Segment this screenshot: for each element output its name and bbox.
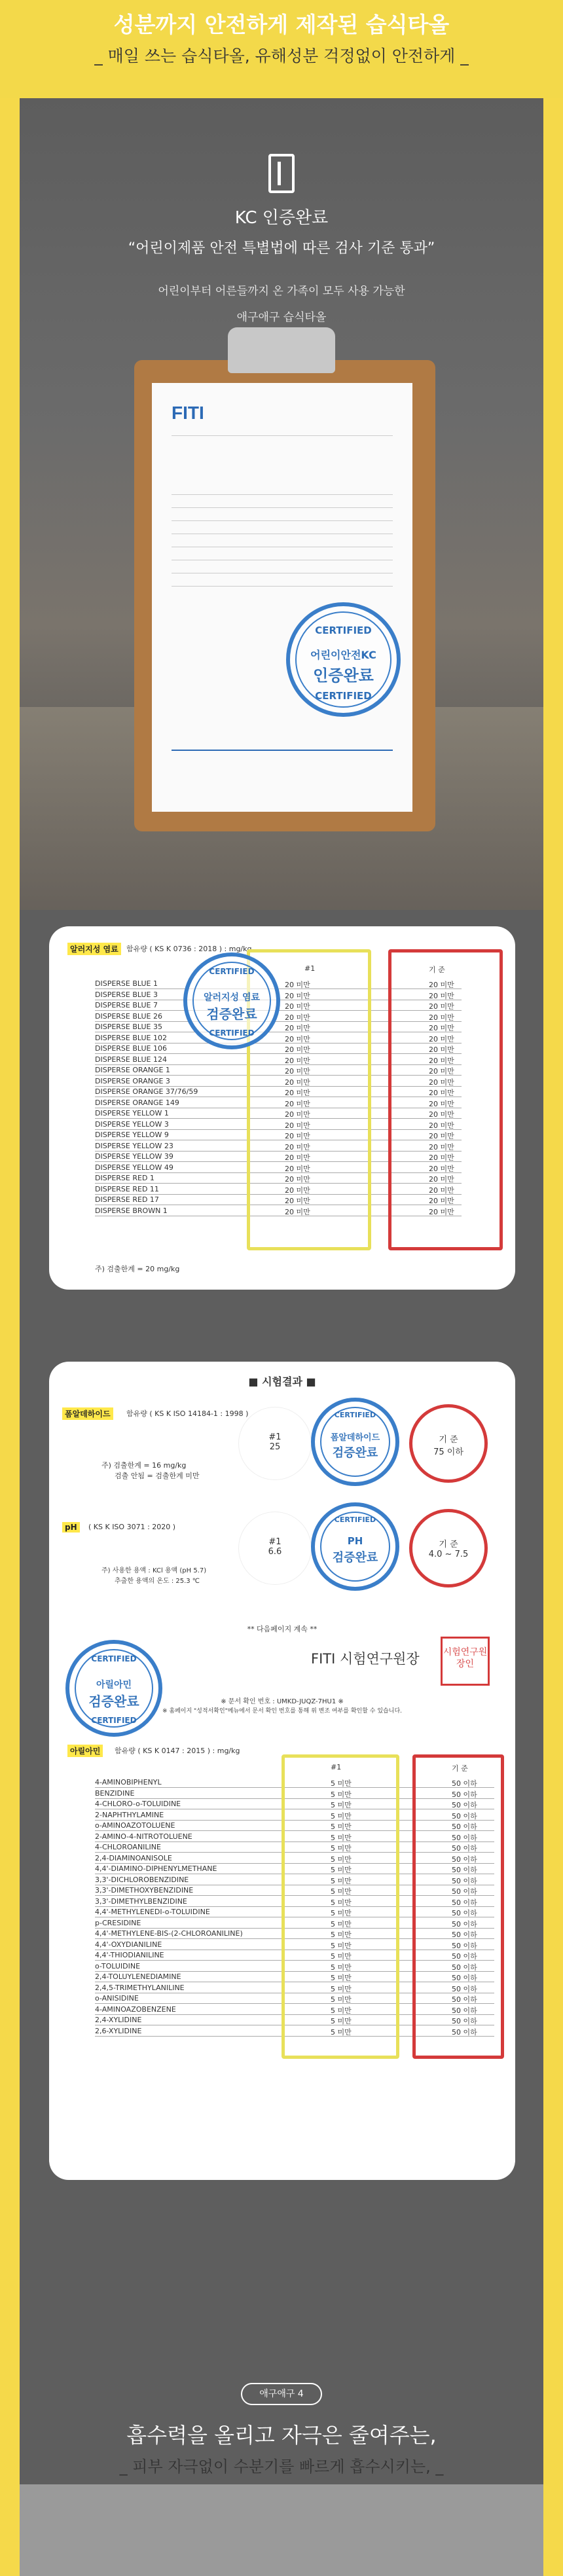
arylamine-standard-highlight bbox=[412, 1754, 504, 2059]
stamp-a-text: 폼알데하이드 bbox=[330, 1433, 380, 1443]
table-cell-name: DISPERSE RED 11 bbox=[95, 1184, 159, 1193]
doc-line bbox=[172, 520, 393, 521]
table-cell-s: 50 이하 bbox=[452, 1974, 477, 1982]
certificate-document bbox=[152, 383, 412, 812]
table-cell-v: 20 미만 bbox=[285, 1207, 310, 1216]
ph-standard: 4.0 ~ 7.5 bbox=[428, 1550, 469, 1559]
arylamine-col-1: #1 bbox=[331, 1763, 342, 1771]
table-cell-name: 4,4'-METHYLENE-BIS-(2-CHLOROANILINE) bbox=[95, 1929, 243, 1938]
table-cell-name: 4,4'-METHYLENEDI-o-TOLUIDINE bbox=[95, 1908, 210, 1916]
dye-note: 주) 검출한계 = 20 mg/kg bbox=[95, 1265, 180, 1273]
table-cell-name: 2,6-XYLIDINE bbox=[95, 2026, 142, 2035]
stamp-b-text: 검증완료 bbox=[88, 1694, 139, 1709]
verify-note: ※ 홈페이지 "성적서확인"메뉴에서 문서 확인 번호를 통해 위 변조 여부를 확인할 수 있습니다. bbox=[162, 1708, 402, 1714]
table-cell-s: 20 미만 bbox=[429, 1045, 454, 1054]
table-cell-v: 20 미만 bbox=[285, 1164, 310, 1173]
table-cell-s: 20 미만 bbox=[429, 1132, 454, 1140]
formaldehyde-result-circle bbox=[239, 1407, 311, 1479]
table-cell-s: 50 이하 bbox=[452, 1941, 477, 1950]
table-cell-v: 20 미만 bbox=[285, 1142, 310, 1152]
table-cell-name: DISPERSE BLUE 1 bbox=[95, 979, 158, 988]
table-cell-s: 50 이하 bbox=[452, 1919, 477, 1929]
table-cell-s: 20 미만 bbox=[429, 1034, 454, 1043]
formaldehyde-label: 폼알데하이드 bbox=[62, 1407, 113, 1420]
formaldehyde-note-1: 주) 검출한계 = 16 mg/kg bbox=[101, 1461, 187, 1470]
table-cell-name: 2,4-XYLIDINE bbox=[95, 2016, 142, 2024]
doc-line bbox=[172, 586, 393, 587]
table-cell-name: DISPERSE YELLOW 1 bbox=[95, 1109, 169, 1117]
table-cell-v: 5 미만 bbox=[331, 1876, 352, 1885]
table-cell-v: 20 미만 bbox=[285, 1078, 310, 1087]
verify-number: ※ 문서 확인 번호 : UMKD-JUQZ-7HU1 ※ bbox=[221, 1698, 344, 1705]
table-cell-v: 5 미만 bbox=[331, 1866, 352, 1874]
table-cell-name: DISPERSE YELLOW 49 bbox=[95, 1163, 173, 1172]
table-cell-s: 50 이하 bbox=[452, 2027, 477, 2037]
table-cell-name: DISPERSE YELLOW 3 bbox=[95, 1119, 169, 1129]
ph-value: 6.6 bbox=[268, 1547, 282, 1557]
table-cell-s: 50 이하 bbox=[452, 1909, 477, 1917]
dye-test-card bbox=[49, 926, 515, 1290]
table-cell-name: DISPERSE BLUE 26 bbox=[95, 1011, 162, 1021]
table-cell-name: DISPERSE ORANGE 3 bbox=[95, 1076, 170, 1085]
formaldehyde-col-2: 기 준 bbox=[439, 1435, 458, 1445]
ph-note-2: 추출한 용액의 온도 : 25.3 ℃ bbox=[115, 1578, 200, 1585]
table-cell-s: 50 이하 bbox=[452, 1995, 477, 2004]
doc-footer-line bbox=[172, 750, 393, 751]
table-cell-v: 20 미만 bbox=[285, 1089, 310, 1097]
dye-col-2: 기 준 bbox=[429, 966, 445, 974]
table-cell-name: 2,4-TOLUYLENEDIAMINE bbox=[95, 1972, 181, 1981]
table-cell-v: 5 미만 bbox=[331, 1931, 352, 1939]
dye-certified-stamp bbox=[183, 952, 280, 1049]
table-cell-s: 50 이하 bbox=[452, 1855, 477, 1864]
stamp-top-text: CERTIFIED bbox=[209, 967, 255, 976]
table-cell-v: 5 미만 bbox=[331, 1887, 352, 1896]
table-cell-v: 20 미만 bbox=[285, 1121, 310, 1130]
stamp-top-text: CERTIFIED bbox=[334, 1515, 376, 1524]
table-cell-s: 20 미만 bbox=[429, 1164, 454, 1173]
table-cell-s: 20 미만 bbox=[429, 1153, 454, 1162]
stamp-b-text: 검증완료 bbox=[206, 1006, 257, 1022]
doc-line bbox=[172, 435, 393, 436]
table-cell-v: 20 미만 bbox=[285, 1186, 310, 1195]
kc-certified-stamp bbox=[286, 602, 401, 717]
table-cell-name: 2-AMINO-4-NITROTOLUENE bbox=[95, 1832, 192, 1841]
dye-method: 함유량 ( KS K 0736 : 2018 ) : mg/kg bbox=[126, 945, 252, 953]
table-cell-s: 20 미만 bbox=[429, 1089, 454, 1097]
table-cell-name: DISPERSE BROWN 1 bbox=[95, 1206, 168, 1215]
next-section-preview bbox=[20, 2484, 543, 2576]
table-cell-v: 5 미만 bbox=[331, 1952, 352, 1961]
table-cell-name: o-ANISIDINE bbox=[95, 1994, 139, 2003]
stamp-b-text: 검증완료 bbox=[332, 1551, 378, 1565]
formaldehyde-note-2: 검출 안됨 = 검출한계 미만 bbox=[115, 1472, 200, 1480]
table-cell-v: 5 미만 bbox=[331, 2006, 352, 2015]
table-cell-name: DISPERSE BLUE 124 bbox=[95, 1055, 167, 1064]
table-cell-s: 50 이하 bbox=[452, 2006, 477, 2015]
table-cell-name: 3,3'-DIMETHYLBENZIDINE bbox=[95, 1896, 187, 1906]
table-cell-name: 4,4'-DIAMINO-DIPHENYLMETHANE bbox=[95, 1864, 217, 1873]
footer-subtitle: _ 피부 자극없이 수분기를 빠르게 흡수시키는, _ bbox=[119, 2458, 444, 2476]
table-cell-s: 50 이하 bbox=[452, 1790, 477, 1799]
arylamine-label: 아릴아민 bbox=[67, 1745, 103, 1757]
table-cell-v: 5 미만 bbox=[331, 2017, 352, 2025]
table-cell-v: 5 미만 bbox=[331, 1779, 352, 1788]
table-cell-v: 20 미만 bbox=[285, 1045, 310, 1054]
arylamine-col-2: 기 준 bbox=[452, 1764, 468, 1773]
table-cell-name: DISPERSE BLUE 3 bbox=[95, 990, 158, 999]
table-cell-name: DISPERSE BLUE 106 bbox=[95, 1044, 167, 1053]
formaldehyde-method: 함유량 ( KS K ISO 14184-1 : 1998 ) bbox=[126, 1409, 249, 1418]
ph-result-circle bbox=[239, 1512, 311, 1584]
table-cell-name: DISPERSE BLUE 35 bbox=[95, 1023, 162, 1031]
ph-standard-circle bbox=[412, 1512, 484, 1584]
table-cell-v: 5 미만 bbox=[331, 1909, 352, 1917]
table-cell-v: 20 미만 bbox=[285, 1034, 310, 1043]
table-cell-v: 5 미만 bbox=[331, 1984, 352, 1993]
table-cell-v: 5 미만 bbox=[331, 1919, 352, 1929]
dye-label: 알러지성 염료 bbox=[67, 943, 121, 955]
test-result-card bbox=[49, 1362, 515, 2180]
table-cell-name: DISPERSE BLUE 102 bbox=[95, 1033, 167, 1042]
ph-note-1: 주) 사용한 용액 : KCl 용액 (pH 5.7) bbox=[101, 1567, 207, 1574]
stamp-top-text: CERTIFIED bbox=[315, 625, 372, 636]
table-cell-v: 20 미만 bbox=[285, 1056, 310, 1065]
table-cell-s: 20 미만 bbox=[429, 1175, 454, 1184]
table-cell-v: 20 미만 bbox=[285, 1175, 310, 1184]
table-cell-s: 50 이하 bbox=[452, 1866, 477, 1874]
table-cell-v: 5 미만 bbox=[331, 1855, 352, 1864]
official-seal: 시험연구원장인 bbox=[441, 1637, 490, 1686]
stamp-a-text: PH bbox=[347, 1535, 363, 1547]
formaldehyde-col-1: #1 bbox=[268, 1432, 282, 1442]
table-cell-v: 5 미만 bbox=[331, 1898, 352, 1907]
footer-title: 흡수력을 올리고 자극은 줄여주는, bbox=[126, 2423, 437, 2448]
ph-col-1: #1 bbox=[268, 1537, 282, 1547]
kc-quote: “어린이제품 안전 특별법에 따른 검사 기준 통과” bbox=[128, 240, 435, 257]
stamp-bottom-text: CERTIFIED bbox=[91, 1716, 137, 1725]
result-title: ■ 시험결과 ■ bbox=[248, 1375, 316, 1388]
formaldehyde-standard-circle bbox=[412, 1407, 484, 1479]
table-cell-v: 5 미만 bbox=[331, 1811, 352, 1821]
stamp-bottom-text: CERTIFIED bbox=[209, 1028, 255, 1038]
table-cell-name: 4,4'-OXYDIANILINE bbox=[95, 1940, 162, 1949]
table-cell-v: 20 미만 bbox=[285, 1132, 310, 1140]
table-cell-s: 20 미만 bbox=[429, 1197, 454, 1205]
table-cell-name: 4-AMINOBIPHENYL bbox=[95, 1778, 162, 1787]
stamp-top-text: CERTIFIED bbox=[334, 1411, 376, 1419]
table-cell-v: 20 미만 bbox=[285, 1067, 310, 1076]
table-cell-name: o-TOLUIDINE bbox=[95, 1961, 141, 1970]
table-cell-s: 50 이하 bbox=[452, 1963, 477, 1972]
stamp-main-text: 인증완료 bbox=[313, 666, 374, 685]
fiti-logo: FITI bbox=[172, 403, 204, 423]
table-cell-s: 20 미만 bbox=[429, 1002, 454, 1011]
kc-title: KC 인증완료 bbox=[234, 208, 329, 228]
table-cell-s: 50 이하 bbox=[452, 1898, 477, 1907]
table-cell-s: 50 이하 bbox=[452, 1952, 477, 1961]
table-cell-name: p-CRESIDINE bbox=[95, 1918, 141, 1927]
table-cell-v: 20 미만 bbox=[285, 1110, 310, 1119]
section-pill: 애구애구 4 bbox=[241, 2383, 322, 2405]
table-cell-v: 20 미만 bbox=[285, 1153, 310, 1162]
kc-mark-icon bbox=[268, 154, 295, 193]
table-cell-v: 20 미만 bbox=[285, 991, 310, 1000]
stamp-mid-text: 어린이안전KC bbox=[310, 649, 376, 661]
table-cell-s: 20 미만 bbox=[429, 991, 454, 1000]
kc-desc-2: 애구애구 습식타올 bbox=[236, 311, 327, 324]
table-cell-s: 20 미만 bbox=[429, 1186, 454, 1195]
table-cell-v: 20 미만 bbox=[285, 981, 310, 989]
table-cell-s: 50 이하 bbox=[452, 1931, 477, 1939]
doc-line bbox=[172, 494, 393, 495]
table-cell-name: BENZIDINE bbox=[95, 1788, 135, 1798]
table-cell-name: 3,3'-DIMETHOXYBENZIDINE bbox=[95, 1886, 194, 1895]
ph-col-2: 기 준 bbox=[439, 1540, 458, 1550]
table-cell-s: 20 미만 bbox=[429, 981, 454, 989]
table-cell-v: 5 미만 bbox=[331, 1844, 352, 1853]
table-cell-name: DISPERSE RED 17 bbox=[95, 1195, 159, 1204]
doc-line bbox=[172, 507, 393, 508]
table-cell-name: DISPERSE RED 1 bbox=[95, 1174, 154, 1182]
table-cell-v: 20 미만 bbox=[285, 1013, 310, 1022]
table-cell-v: 5 미만 bbox=[331, 1974, 352, 1982]
table-cell-s: 20 미만 bbox=[429, 1142, 454, 1152]
formaldehyde-standard: 75 이하 bbox=[433, 1447, 463, 1457]
stamp-top-text: CERTIFIED bbox=[91, 1654, 137, 1663]
table-cell-v: 20 미만 bbox=[285, 1197, 310, 1205]
stamp-a-text: 알러지성 염료 bbox=[203, 992, 261, 1003]
table-cell-s: 20 미만 bbox=[429, 1078, 454, 1087]
next-page-note: ** 다음페이지 계속 ** bbox=[247, 1625, 318, 1633]
stamp-a-text: 아릴아민 bbox=[96, 1680, 132, 1690]
table-cell-s: 20 미만 bbox=[429, 1056, 454, 1065]
clipboard-clip bbox=[228, 327, 335, 373]
table-cell-s: 20 미만 bbox=[429, 1207, 454, 1216]
table-cell-v: 5 미만 bbox=[331, 1823, 352, 1831]
page-title: 성분까지 안전하게 제작된 습식타올 bbox=[113, 12, 450, 37]
table-cell-s: 20 미만 bbox=[429, 1099, 454, 1108]
arylamine-method: 함유량 ( KS K 0147 : 2015 ) : mg/kg bbox=[115, 1747, 240, 1755]
table-cell-s: 50 이하 bbox=[452, 1984, 477, 1993]
table-cell-name: DISPERSE YELLOW 39 bbox=[95, 1152, 173, 1161]
table-cell-s: 50 이하 bbox=[452, 1887, 477, 1896]
stamp-b-text: 검증완료 bbox=[332, 1446, 378, 1460]
table-cell-name: 3,3'-DICHLOROBENZIDINE bbox=[95, 1875, 189, 1884]
table-cell-v: 5 미만 bbox=[331, 1833, 352, 1842]
table-cell-s: 50 이하 bbox=[452, 2017, 477, 2025]
table-cell-v: 20 미만 bbox=[285, 1099, 310, 1108]
dye-col-1: #1 bbox=[304, 964, 316, 973]
arylamine-certified-stamp bbox=[65, 1640, 162, 1737]
kc-desc-1: 어린이부터 어른들까지 온 가족이 모두 사용 가능한 bbox=[158, 285, 405, 298]
table-cell-name: 2,4,5-TRIMETHYLANILINE bbox=[95, 1983, 185, 1992]
table-cell-s: 50 이하 bbox=[452, 1833, 477, 1842]
table-cell-name: DISPERSE ORANGE 37/76/59 bbox=[95, 1087, 198, 1096]
ph-label: pH bbox=[62, 1522, 80, 1533]
table-cell-s: 20 미만 bbox=[429, 1110, 454, 1119]
table-cell-v: 5 미만 bbox=[331, 1801, 352, 1809]
table-cell-s: 50 이하 bbox=[452, 1779, 477, 1788]
table-cell-name: DISPERSE BLUE 7 bbox=[95, 1001, 158, 1009]
table-cell-name: DISPERSE YELLOW 23 bbox=[95, 1141, 173, 1150]
table-cell-s: 20 미만 bbox=[429, 1024, 454, 1032]
table-cell-name: DISPERSE YELLOW 9 bbox=[95, 1131, 169, 1139]
table-cell-s: 50 이하 bbox=[452, 1823, 477, 1831]
formaldehyde-value: 25 bbox=[269, 1442, 281, 1452]
table-cell-v: 5 미만 bbox=[331, 1963, 352, 1972]
table-cell-s: 50 이하 bbox=[452, 1801, 477, 1809]
arylamine-result-highlight bbox=[282, 1754, 399, 2059]
table-cell-name: 4-CHLOROANILINE bbox=[95, 1843, 161, 1851]
formaldehyde-certified-stamp bbox=[311, 1398, 399, 1486]
table-cell-name: 4,4'-THIODIANILINE bbox=[95, 1951, 164, 1959]
table-cell-v: 20 미만 bbox=[285, 1002, 310, 1011]
table-cell-name: DISPERSE ORANGE 149 bbox=[95, 1098, 179, 1107]
table-cell-name: 4-AMINOAZOBENZENE bbox=[95, 2005, 176, 2014]
table-cell-s: 50 이하 bbox=[452, 1844, 477, 1853]
table-cell-name: 2-NAPHTHYLAMINE bbox=[95, 1810, 164, 1819]
table-cell-s: 20 미만 bbox=[429, 1067, 454, 1076]
table-cell-name: DISPERSE ORANGE 1 bbox=[95, 1066, 170, 1074]
table-cell-v: 5 미만 bbox=[331, 1941, 352, 1950]
table-cell-s: 20 미만 bbox=[429, 1013, 454, 1022]
table-cell-name: 2,4-DIAMINOANISOLE bbox=[95, 1853, 172, 1862]
table-cell-name: o-AMINOAZOTOLUENE bbox=[95, 1821, 175, 1830]
table-cell-s: 50 이하 bbox=[452, 1876, 477, 1885]
ph-method: ( KS K ISO 3071 : 2020 ) bbox=[88, 1523, 176, 1531]
table-cell-s: 20 미만 bbox=[429, 1121, 454, 1130]
stamp-bottom-text: CERTIFIED bbox=[315, 690, 372, 702]
table-cell-name: 4-CHLORO-o-TOLUIDINE bbox=[95, 1800, 181, 1808]
ph-certified-stamp bbox=[311, 1502, 399, 1591]
table-cell-s: 50 이하 bbox=[452, 1811, 477, 1821]
table-cell-v: 5 미만 bbox=[331, 1790, 352, 1799]
table-cell-v: 5 미만 bbox=[331, 2027, 352, 2037]
table-cell-v: 5 미만 bbox=[331, 1995, 352, 2004]
dye-standard-highlight bbox=[388, 949, 503, 1250]
table-cell-v: 20 미만 bbox=[285, 1024, 310, 1032]
page-subtitle: _ 매일 쓰는 습식타올, 유해성분 걱정없이 안전하게 _ bbox=[94, 46, 469, 65]
institute-name: FITI 시험연구원장 bbox=[311, 1651, 420, 1667]
